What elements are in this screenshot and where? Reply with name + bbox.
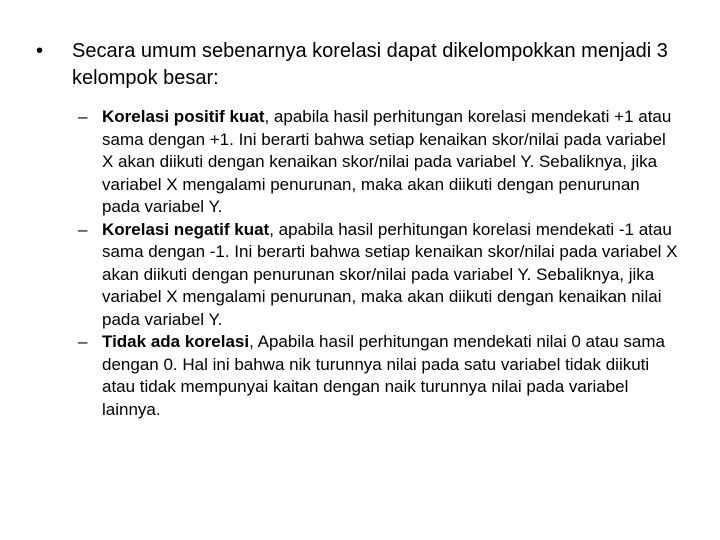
sub-bullet-marker: – <box>78 107 88 126</box>
sub-bullet-negative-correlation <box>78 219 678 332</box>
term-negative-correlation: Korelasi negatif kuat <box>102 219 270 239</box>
sub-bullet-content <box>102 331 678 421</box>
term-positive-correlation: Korelasi positif kuat <box>102 107 265 126</box>
sub-bullet-no-correlation <box>78 331 678 421</box>
description-no-correlation: , Apabila hasil perhitungan mendekati nilai 0 atau sama dengan 0. Hal ini bahwa nik turunnya nilai pada satu variabel tidak diikuti atau tidak mempunyai kaitan dengan naik turunnya nilai pada variabel lainnya. <box>102 332 665 419</box>
main-bullet-row <box>36 38 696 92</box>
description-negative-correlation: , apabila hasil perhitungan korelasi mendekati -1 atau sama dengan -1. Ini berarti bahwa setiap kenaikan skor/nilai pada variabel X akan diikuti dengan penurunan skor/nilai pada variabel Y. Sebaliknya, jika variabel X mengalami penurunan, maka akan diikuti dengan kenaikan nilai pada variabel Y. <box>102 219 678 329</box>
term-no-correlation: Tidak ada korelasi <box>102 332 250 351</box>
sub-bullet-list <box>78 106 678 421</box>
main-bullet-text: Secara umum sebenarnya korelasi dapat dikelompokkan menjadi 3 kelompok besar: <box>72 40 668 89</box>
sub-bullet-content <box>102 219 678 332</box>
main-bullet-point <box>36 38 696 421</box>
sub-bullet-content <box>102 106 678 219</box>
main-bullet-marker: • <box>36 40 44 62</box>
description-positive-correlation: , apabila hasil perhitungan korelasi mendekati +1 atau sama dengan +1. Ini berarti bahwa setiap kenaikan skor/nilai pada variabel X akan diikuti dengan kenaikan skor/nilai pada variabel Y. Sebaliknya, jika variabel X mengalami penurunan, maka akan diikuti dengan penurunan pada variabel Y. <box>102 107 672 216</box>
sub-bullet-marker: – <box>78 332 88 351</box>
sub-bullet-positive-correlation <box>78 106 678 219</box>
sub-bullet-marker: – <box>78 219 88 239</box>
